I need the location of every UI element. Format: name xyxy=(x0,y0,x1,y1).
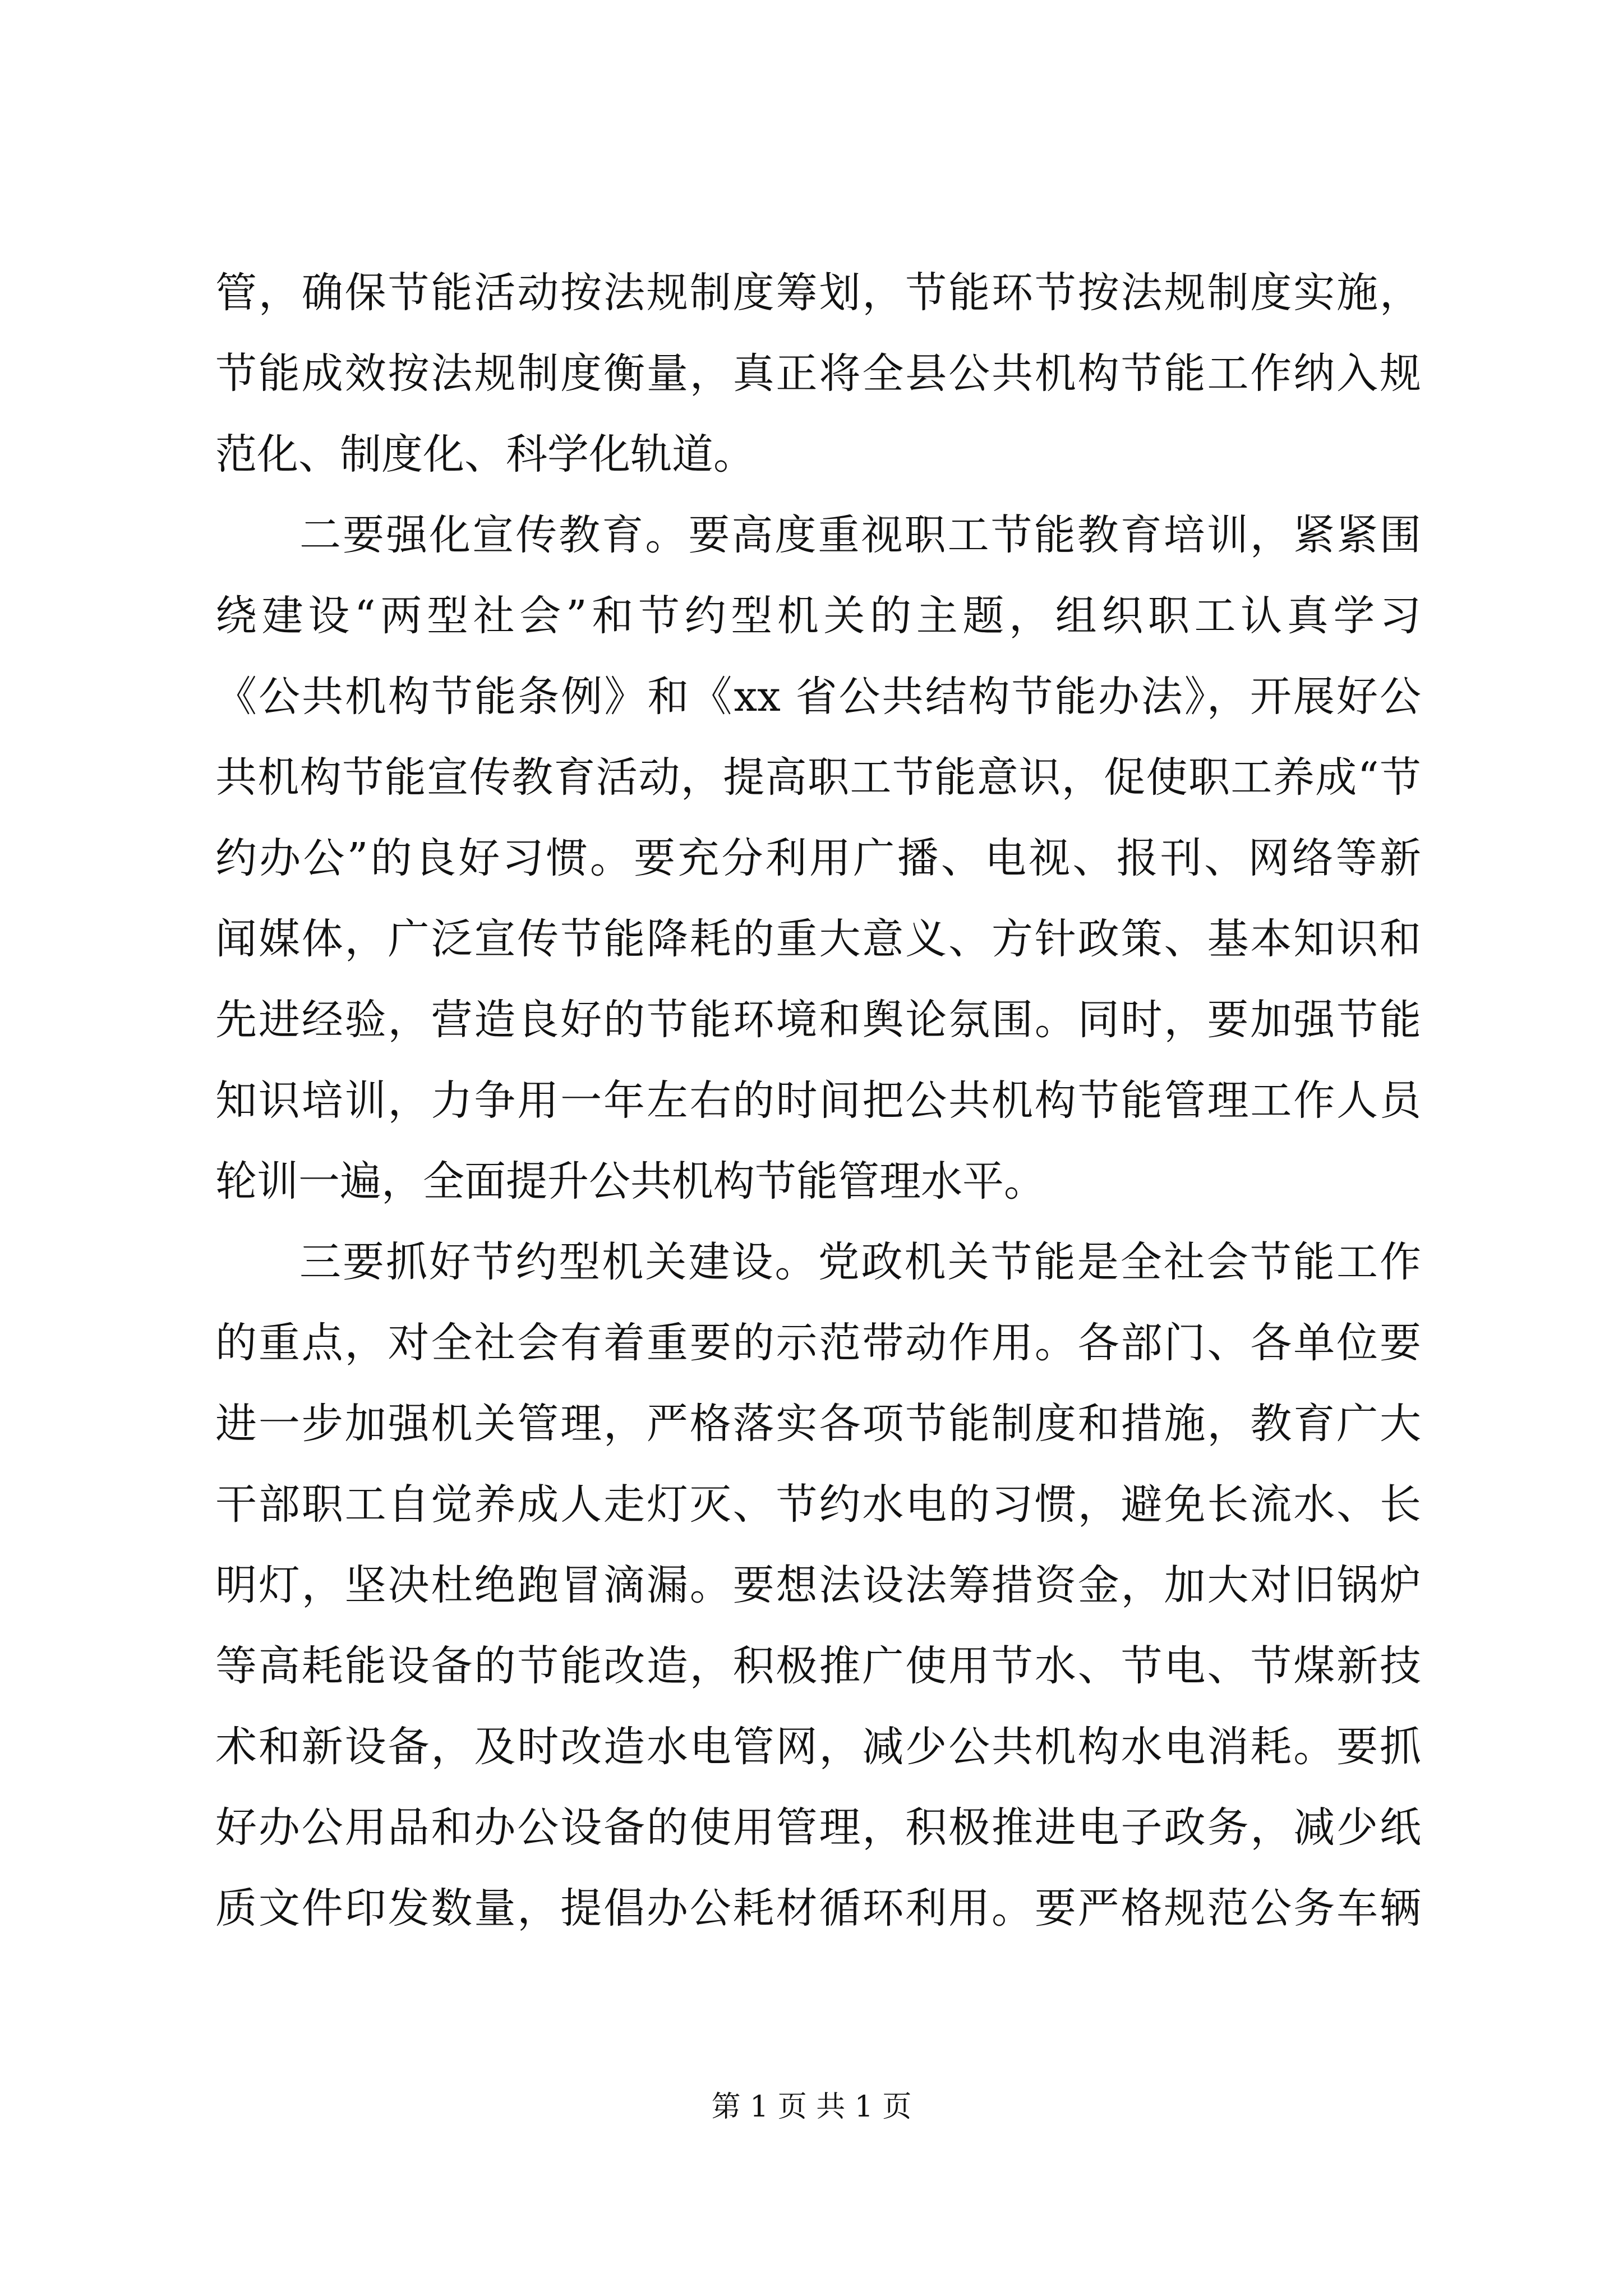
text-line: 绕建设“两型社会”和节约型机关的主题，组织职工认真学习 xyxy=(215,592,1421,640)
text-line: 二要强化宣传教育。要高度重视职工节能教育培训，紧紧围 xyxy=(299,511,1421,559)
page-footer: 第 1 页 共 1 页 xyxy=(711,2090,912,2124)
text-line: 等高耗能设备的节能改造，积极推广使用节水、节电、节煤新技 xyxy=(215,1642,1421,1690)
text-line: 共机构节能宣传教育活动，提高职工节能意识，促使职工养成“节 xyxy=(215,753,1421,802)
body-text xyxy=(215,252,1421,1949)
text-line: 轮训一遍，全面提升公共机构节能管理水平。 xyxy=(215,1157,1045,1205)
text-line: 闻媒体，广泛宣传节能降耗的重大意义、方针政策、基本知识和 xyxy=(215,915,1421,963)
text-line: 明灯，坚决杜绝跑冒滴漏。要想法设法筹措资金，加大对旧锅炉 xyxy=(215,1561,1421,1609)
text-line: 质文件印发数量，提倡办公耗材循环利用。要严格规范公务车辆 xyxy=(215,1884,1421,1932)
text-line: 的重点，对全社会有着重要的示范带动作用。各部门、各单位要 xyxy=(215,1319,1421,1367)
text-line: 知识培训，力争用一年左右的时间把公共机构节能管理工作人员 xyxy=(215,1076,1421,1125)
text-line: 术和新设备，及时改造水电管网，减少公共机构水电消耗。要抓 xyxy=(215,1723,1421,1771)
text-line: 干部职工自觉养成人走灯灭、节约水电的习惯，避免长流水、长 xyxy=(215,1480,1421,1529)
text-line: 节能成效按法规制度衡量，真正将全县公共机构节能工作纳入规 xyxy=(215,349,1421,398)
text-line: 《公共机构节能条例》和《xx 省公共结构节能办法》，开展好公 xyxy=(215,673,1421,721)
text-line: 进一步加强机关管理，严格落实各项节能制度和措施，教育广大 xyxy=(215,1400,1421,1448)
text-line: 好办公用品和办公设备的使用管理，积极推进电子政务，减少纸 xyxy=(215,1803,1421,1852)
text-line: 约办公”的良好习惯。要充分利用广播、电视、报刊、网络等新 xyxy=(215,834,1421,882)
text-line: 先进经验，营造良好的节能环境和舆论氛围。同时，要加强节能 xyxy=(215,996,1421,1044)
text-line: 范化、制度化、科学化轨道。 xyxy=(215,430,755,478)
text-line: 三要抓好节约型机关建设。党政机关节能是全社会节能工作 xyxy=(299,1238,1421,1286)
text-line: 管，确保节能活动按法规制度筹划，节能环节按法规制度实施， xyxy=(215,269,1421,317)
